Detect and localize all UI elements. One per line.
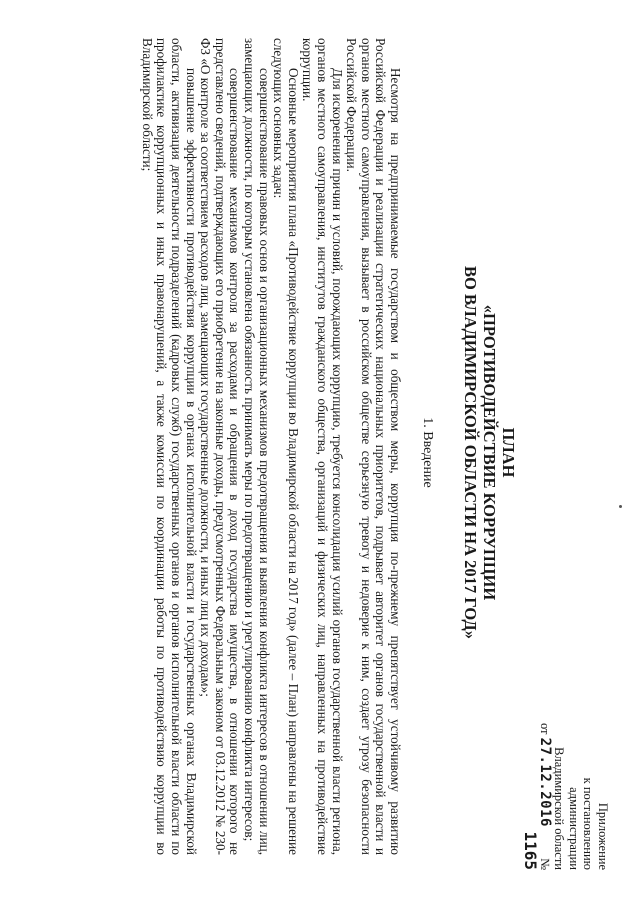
- paragraph-2: Для искоренения причин и условий, порождающих коррупцию, требуется консолидация усилий органов государственной власти региона, органов местного самоуправления, институтов гражданского общества, организаций и физических лиц, направленных на противодействие коррупции.: [300, 38, 345, 855]
- title-line-3: ВО ВЛАДИМИРСКОЙ ОБЛАСТИ НА 2017 ГОД»: [461, 266, 480, 639]
- section-heading: 1. Введение: [420, 417, 435, 488]
- paragraph-6: повышение эффективности противодействия коррупции в органах исполнительной власти и государственных органах Владимирской области, активизация деятельности подразделений (кадровых служб) государственных органов и органов исполнительной власти области по профилактике коррупционных и иных правонарушений, а также комиссии по координации работы по противодействию коррупции во Владимирской области;: [139, 38, 199, 855]
- title-line-1: ПЛАН: [499, 427, 518, 478]
- approval-line-2: к постановлению: [581, 777, 596, 870]
- date-prefix: от: [538, 722, 552, 735]
- paragraph-1: Несмотря на предпринимаемые государством и обществом меры, коррупция по-прежнему препятствует устойчивому развитию Российской Федерации и реализации стратегических национальных приоритетов, подрывает авторитет органов государственной власти и органов местного самоуправления, вызывает в российском обществе серьезную тревогу и недоверие к ним, создает угрозу безопасности Российской Федерации.: [344, 38, 403, 855]
- body-text: [139, 38, 402, 855]
- approval-line-3: администрации: [567, 787, 581, 870]
- approval-date: 27.12.2016: [537, 737, 553, 827]
- number-sign: №: [538, 858, 552, 870]
- paragraph-3: Основные мероприятия плана «Противодействие коррупции во Владимирской области на 2017 год» (далее – План) направлены на решение следующих основных задач:: [271, 38, 301, 855]
- paragraph-4: совершенствование правовых основ и организационных механизмов предотвращения и выявления конфликта интересов в отношении лиц, замещающих должности, по которым установлена обязанность принимать меры по предотвращению и урегулированию конфликта интересов;: [242, 38, 272, 855]
- title-line-2: «ПРОТИВОДЕЙСТВИЕ КОРРУПЦИИ: [480, 304, 499, 601]
- scan-speck: [619, 505, 622, 508]
- approval-line-1: Приложение: [596, 802, 610, 870]
- approval-number: 1165: [521, 831, 541, 870]
- approval-line-4: Владимирской области: [552, 747, 567, 870]
- document-title: [461, 0, 518, 905]
- approval-date-row: [522, 680, 552, 870]
- approval-stamp: [522, 680, 610, 870]
- paragraph-5: совершенствование механизмов контроля за расходами и обращения в доход государства имущества, в отношении которого не представлено сведений, подтверждающих его приобретение на законные доходы, предусмотренных Федеральным законом от 03.12.2012 № 230-ФЗ «О контроле за соответствием расходов лиц, замещающих государственные должности, и иных лиц их доходам»;: [198, 38, 243, 855]
